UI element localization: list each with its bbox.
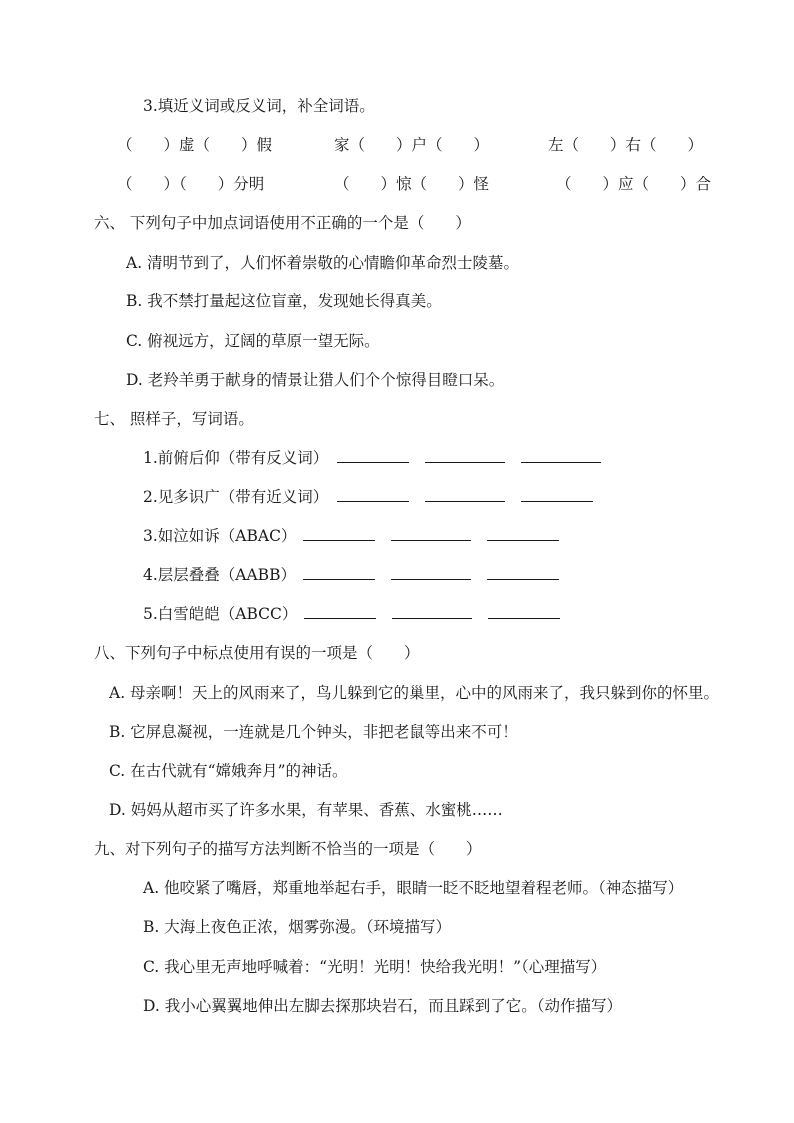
answer-blank[interactable] (303, 565, 375, 580)
s8-option-c: C. 在古代就有“嫦娥奔月”的神话。 (109, 762, 348, 780)
answer-blank[interactable] (487, 526, 559, 541)
s7-item-1 (143, 448, 601, 468)
answer-blank[interactable] (488, 604, 560, 619)
answer-blank[interactable] (487, 565, 559, 580)
s7-item-4-label: 4.层层叠叠（AABB） (143, 566, 296, 584)
s9-option-a: A. 他咬紧了嘴唇，郑重地举起右手，眼睛一眨不眨地望着程老师。（神态描写） (143, 879, 684, 897)
s7-item-4 (143, 565, 559, 585)
s6-option-b: B. 我不禁打量起这位盲童，发现她长得真美。 (126, 292, 442, 310)
s9-option-d: D. 我小心翼翼地伸出左脚去探那块岩石，而且踩到了它。（动作描写） (143, 997, 622, 1015)
answer-blank[interactable] (521, 487, 593, 502)
answer-blank[interactable] (425, 487, 505, 502)
answer-blank[interactable] (391, 526, 471, 541)
answer-blank[interactable] (303, 526, 375, 541)
answer-blank[interactable] (425, 448, 505, 463)
s8-option-d: D. 妈妈从超市买了许多水果，有苹果、香蕉、水蜜桃…… (109, 801, 503, 819)
idiom-blank-6: （ ）应（ ）合 (556, 175, 712, 193)
s6-option-a: A. 清明节到了，人们怀着崇敬的心情瞻仰革命烈士陵墓。 (126, 254, 520, 272)
s9-option-c: C. 我心里无声地呼喊着：“光明！光明！快给我光明！”（心理描写） (143, 958, 607, 976)
idiom-blank-5: （ ）惊（ ）怪 (334, 175, 490, 193)
answer-blank[interactable] (304, 604, 376, 619)
s7-item-5-label: 5.白雪皑皑（ABCC） (143, 605, 298, 623)
s6-option-c: C. 俯视远方，辽阔的草原一望无际。 (126, 332, 380, 350)
answer-blank[interactable] (391, 565, 471, 580)
idiom-blank-3: 左（ ）右（ ） (548, 136, 704, 154)
answer-blank[interactable] (337, 487, 409, 502)
s8-option-b: B. 它屏息凝视，一连就是几个钟头，非把老鼠等出来不可！ (109, 723, 518, 741)
s7-item-3-label: 3.如泣如诉（ABAC） (143, 527, 297, 545)
answer-blank[interactable] (392, 604, 472, 619)
idiom-blank-2: 家（ ）户（ ） (334, 136, 490, 154)
section-7-title: 七、 照样子，写词语。 (94, 410, 254, 428)
idiom-blank-4: （ ）（ ）分明 (117, 175, 265, 193)
s9-option-b: B. 大海上夜色正浓，烟雾弥漫。（环境描写） (143, 918, 451, 936)
s6-option-d: D. 老羚羊勇于献身的情景让猎人们个个惊得目瞪口呆。 (126, 371, 505, 389)
q3-title: 3.填近义词或反义词，补全词语。 (143, 97, 375, 115)
section-6-title: 六、 下列句子中加点词语使用不正确的一个是（ ） (94, 214, 471, 232)
s7-item-2-label: 2.见多识广（带有近义词） (143, 488, 329, 506)
s7-item-5 (143, 604, 560, 624)
s7-item-3 (143, 526, 559, 546)
s7-item-2 (143, 487, 593, 507)
s7-item-1-label: 1.前俯后仰（带有反义词） (143, 449, 329, 467)
answer-blank[interactable] (521, 448, 601, 463)
s8-option-a: A. 母亲啊！天上的风雨来了，鸟儿躲到它的巢里，心中的风雨来了，我只躲到你的怀里。 (109, 684, 720, 702)
idiom-blank-1: （ ）虚（ ）假 (117, 136, 273, 154)
section-8-title: 八、下列句子中标点使用有误的一项是（ ） (94, 644, 420, 662)
section-9-title: 九、对下列句子的描写方法判断不恰当的一项是（ ） (94, 840, 482, 858)
answer-blank[interactable] (337, 448, 409, 463)
